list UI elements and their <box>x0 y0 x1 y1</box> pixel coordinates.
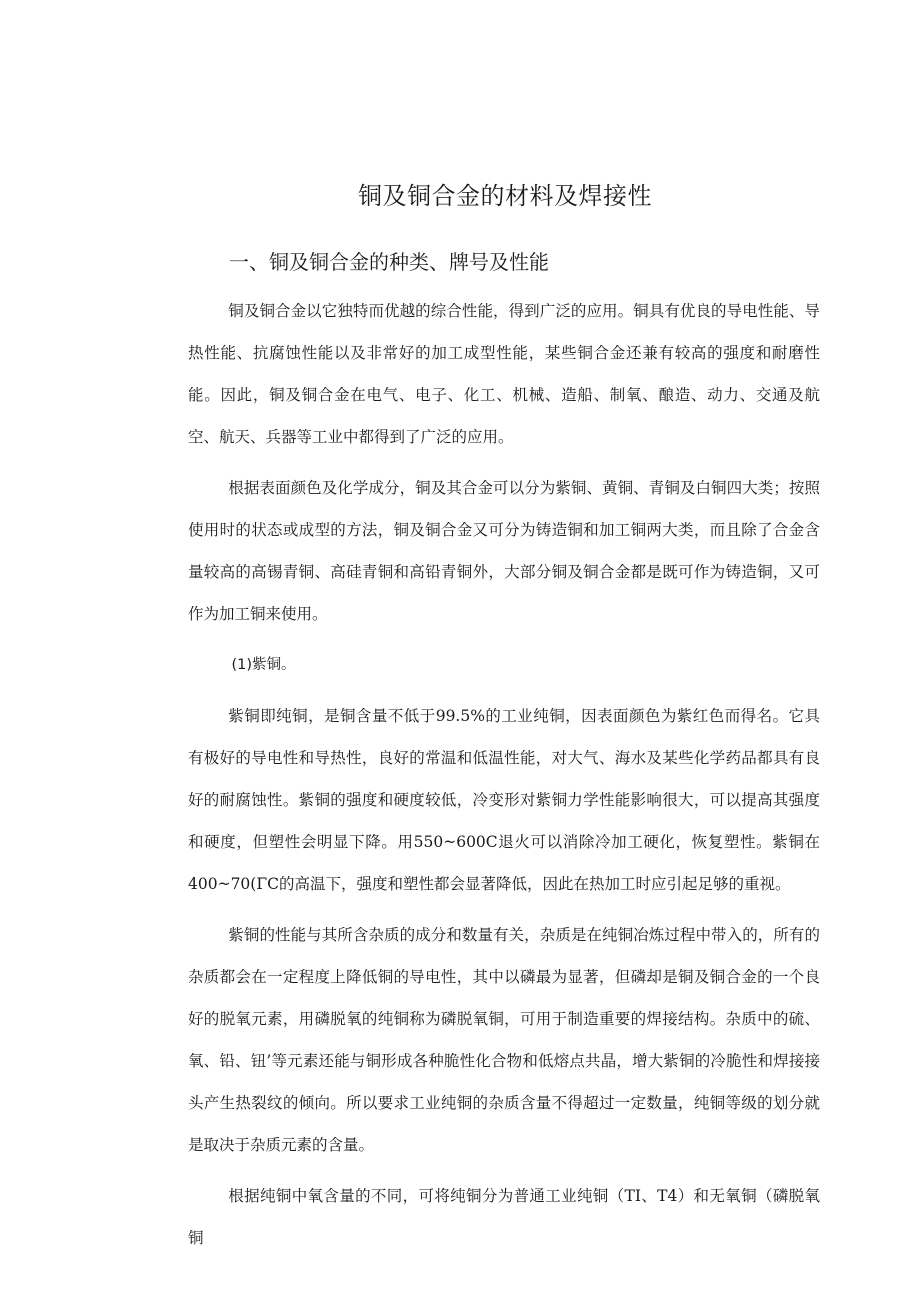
section-heading: 一、铜及铜合金的种类、牌号及性能 <box>229 250 549 274</box>
paragraph-intro: 铜及铜合金以它独特而优越的综合性能，得到广泛的应用。铜具有优良的导电性能、导热性能、抗腐蚀性能以及非常好的加工成型性能，某些铜合金还兼有较高的强度和耐磨性能。因此，铜及铜合金在电气、电子、化工、机械、造船、制氧、酿造、动力、交通及航空、航天、兵器等工业中都得到了广泛的应用。 <box>188 302 820 446</box>
paragraph-red-copper-properties: 紫铜即纯铜，是铜含量不低于99.5%的工业纯铜，因表面颜色为紫红色而得名。它具有极好的导电性和导热性，良好的常温和低温性能，对大气、海水及某些化学药品都具有良好的耐腐蚀性。紫铜的强度和硬度较低，冷变形对紫铜力学性能影响很大，可以提高其强度和硬度，但塑性会明显下降。用550~600C退火可以消除冷加工硬化，恢复塑性。紫铜在400~70(ΓC的高温下，强度和塑性都会显著降低，因此在热加工时应引起足够的重视。 <box>188 707 820 893</box>
paragraph-oxygen-content: 根据纯铜中氧含量的不同，可将纯铜分为普通工业纯铜（TI、T4）和无氧铜（磷脱氧铜 <box>188 1187 820 1247</box>
paragraph-impurities: 紫铜的性能与其所含杂质的成分和数量有关，杂质是在纯铜冶炼过程中带入的，所有的杂质都会在一定程度上降低铜的导电性，其中以磷最为显著，但磷却是铜及铜合金的一个良好的脱氧元素，用磷脱氧的纯铜称为磷脱氧铜，可用于制造重要的焊接结构。杂质中的硫、氧、铅、钮’等元素还能与铜形成各种脆性化合物和低熔点共晶，增大紫铜的冷脆性和焊接接头产生热裂纹的倾向。所以要求工业纯铜的杂质含量不得超过一定数量，纯铜等级的划分就是取决于杂质元素的含量。 <box>188 926 820 1154</box>
list-item-red-copper: (1)紫铜。 <box>231 657 296 673</box>
body-text <box>188 290 820 1268</box>
paragraph-classification: 根据表面颜色及化学成分，铜及其合金可以分为紫铜、黄铜、青铜及白铜四大类；按照使用时的状态或成型的方法，铜及铜合金又可分为铸造铜和加工铜两大类，而且除了合金含量较高的高锡青铜、高硅青铜和高铅青铜外，大部分铜及铜合金都是既可作为铸造铜，又可作为加工铜来使用。 <box>188 479 820 623</box>
document-title: 铜及铜合金的材料及焊接性 <box>358 182 652 210</box>
